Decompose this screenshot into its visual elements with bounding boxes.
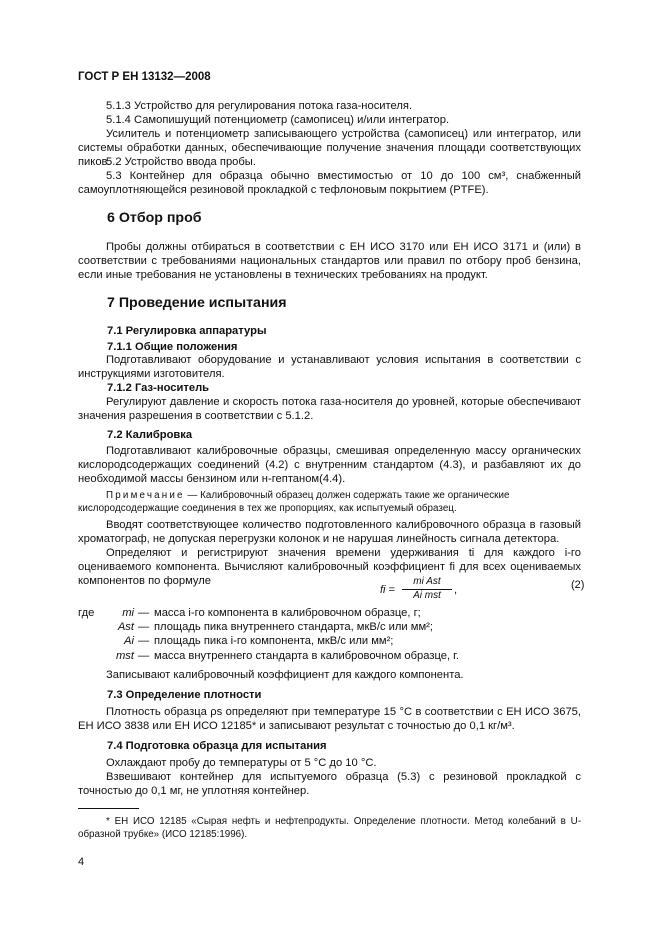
legend-description: масса i-го компонента в калибровочном образце, г; xyxy=(154,607,421,619)
paragraph-recorder: Усилитель и потенциометр записывающего устройства (самописец) или интегратор, или системы обработки данных, обеспечивающие получение значения площади соответствующих пиков. xyxy=(78,128,581,169)
note-label: Примечание xyxy=(106,490,185,501)
retention-paragraph: Определяют и регистрируют значения времени удерживания ti для каждого i-го оцениваемого компонента. Вычисляют калибровочный коэффициент fi для всех оцениваемых компонентов по формуле xyxy=(78,547,581,588)
formula-numerator: mi Ast xyxy=(402,576,452,590)
legend-where: где xyxy=(78,607,95,619)
clause-7-3-text: Плотность образца ρs определяют при температуре 15 °С в соответствии с ЕН ИСО 3675, ЕН ИСО 3838 или ЕН ИСО 12185* и записывают результат с точностью до 0,1 кг/м³. xyxy=(78,706,581,733)
record-paragraph: Записывают калибровочный коэффициент для каждого компонента. xyxy=(106,669,464,681)
clause-7-4-text-1: Охлаждают пробу до температуры от 5 °С до 10 °С. xyxy=(106,757,377,769)
clause-7-3-heading: 7.3 Определение плотности xyxy=(107,689,262,701)
note xyxy=(78,490,581,515)
formula-fraction xyxy=(402,576,452,602)
clause-7-4-text-2: Взвешивают контейнер для испытуемого образца (5.3) с резиновой прокладкой с точностью до 0,1 мг, не уплотняя контейнер. xyxy=(78,771,581,798)
legend-symbol: Ast xyxy=(117,621,134,633)
formula-denominator: Ai mst xyxy=(413,590,441,601)
clause-5-1-4: 5.1.4 Самопишущий потенциометр (самописец) и/или интегратор. xyxy=(106,114,450,126)
legend-symbol: Ai xyxy=(124,635,134,647)
clause-7-1-1-heading: 7.1.1 Общие положения xyxy=(107,341,238,353)
section-7-heading: 7 Проведение испытания xyxy=(107,295,287,311)
formula-tail: , xyxy=(454,584,458,596)
formula-lhs: fi = xyxy=(380,584,395,596)
section-6-text: Пробы должны отбираться в соответствии с ЕН ИСО 3170 или ЕН ИСО 3171 и (или) в соответствии с требованиями национальных стандартов или правил по отбору проб бензина, если иные требования не установлены в технических требованиях на продукт. xyxy=(78,241,581,282)
clause-5-1-3: 5.1.3 Устройство для регулирования потока газа-носителя. xyxy=(106,100,413,112)
note-text: — Калибровочный образец должен содержать такие же органические кислородсодержащие соединения в тех же пропорциях, как испытуемый образец. xyxy=(78,490,510,514)
inject-paragraph: Вводят соответствующее количество подготовленного калибровочного образца в газовый хроматограф, не допуская перегрузки колонок и не нарушая линейность сигнала детектора. xyxy=(78,519,581,546)
clause-7-1-1-text: Подготавливают оборудование и устанавливают условия испытания в соответствии с инструкциями изготовителя. xyxy=(78,354,581,381)
legend-symbol: mst xyxy=(115,650,134,662)
legend-description: площадь пика i-го компонента, мкВ/с или мм²; xyxy=(154,635,394,647)
legend-symbol: mi xyxy=(122,607,134,619)
section-6-heading: 6 Отбор проб xyxy=(107,210,202,226)
legend-description: масса внутреннего стандарта в калибровочном образце, г. xyxy=(154,650,459,662)
clause-7-1-heading: 7.1 Регулировка аппаратуры xyxy=(107,325,267,337)
clause-5-3: 5.3 Контейнер для образца обычно вместимостью от 10 до 100 см³, снабженный самоуплотняющейся резиновой прокладкой с тефлоновым покрытием (PTFE). xyxy=(78,170,581,197)
clause-5-2: 5.2 Устройство ввода пробы. xyxy=(106,156,256,168)
footnote: * ЕН ИСО 12185 «Сырая нефть и нефтепродукты. Определение плотности. Метод колебаний в U-образной трубке» (ИСО 12185:1996). xyxy=(78,816,581,840)
clause-7-4-heading: 7.4 Подготовка образца для испытания xyxy=(107,740,327,752)
clause-7-1-2-text: Регулируют давление и скорость потока газа-носителя до уровней, которые обеспечивают значения разрешения в соответствии с 5.1.2. xyxy=(78,396,581,423)
clause-7-2-text: Подготавливают калибровочные образцы, смешивая определенную массу органических кислородсодержащих соединений (4.2) с внутренним стандартом (4.3), и разбавляют их до необходимой массы бензином или н-гептаном(4.4). xyxy=(78,445,581,486)
clause-7-2-heading: 7.2 Калибровка xyxy=(107,429,193,441)
footnote-rule xyxy=(78,808,139,809)
legend-list: где mi — масса i-го компонента в калибровочном образце, г; Ast — площадь пика внутреннего стандарта, мкВ/с или мм²; Ai — площадь пика i-го компонента, мкВ/с или мм²; mst — масса внутреннего стандарта в калибровочном образце, г. xyxy=(78,606,581,666)
document-header: ГОСТ Р ЕН 13132—2008 xyxy=(78,71,211,83)
clause-7-1-2-heading: 7.1.2 Газ-носитель xyxy=(107,382,210,394)
page-number: 4 xyxy=(78,856,85,868)
legend-description: площадь пика внутреннего стандарта, мкВ/с или мм²; xyxy=(154,621,433,633)
formula-2 xyxy=(380,576,500,606)
equation-number: (2) xyxy=(571,579,585,591)
